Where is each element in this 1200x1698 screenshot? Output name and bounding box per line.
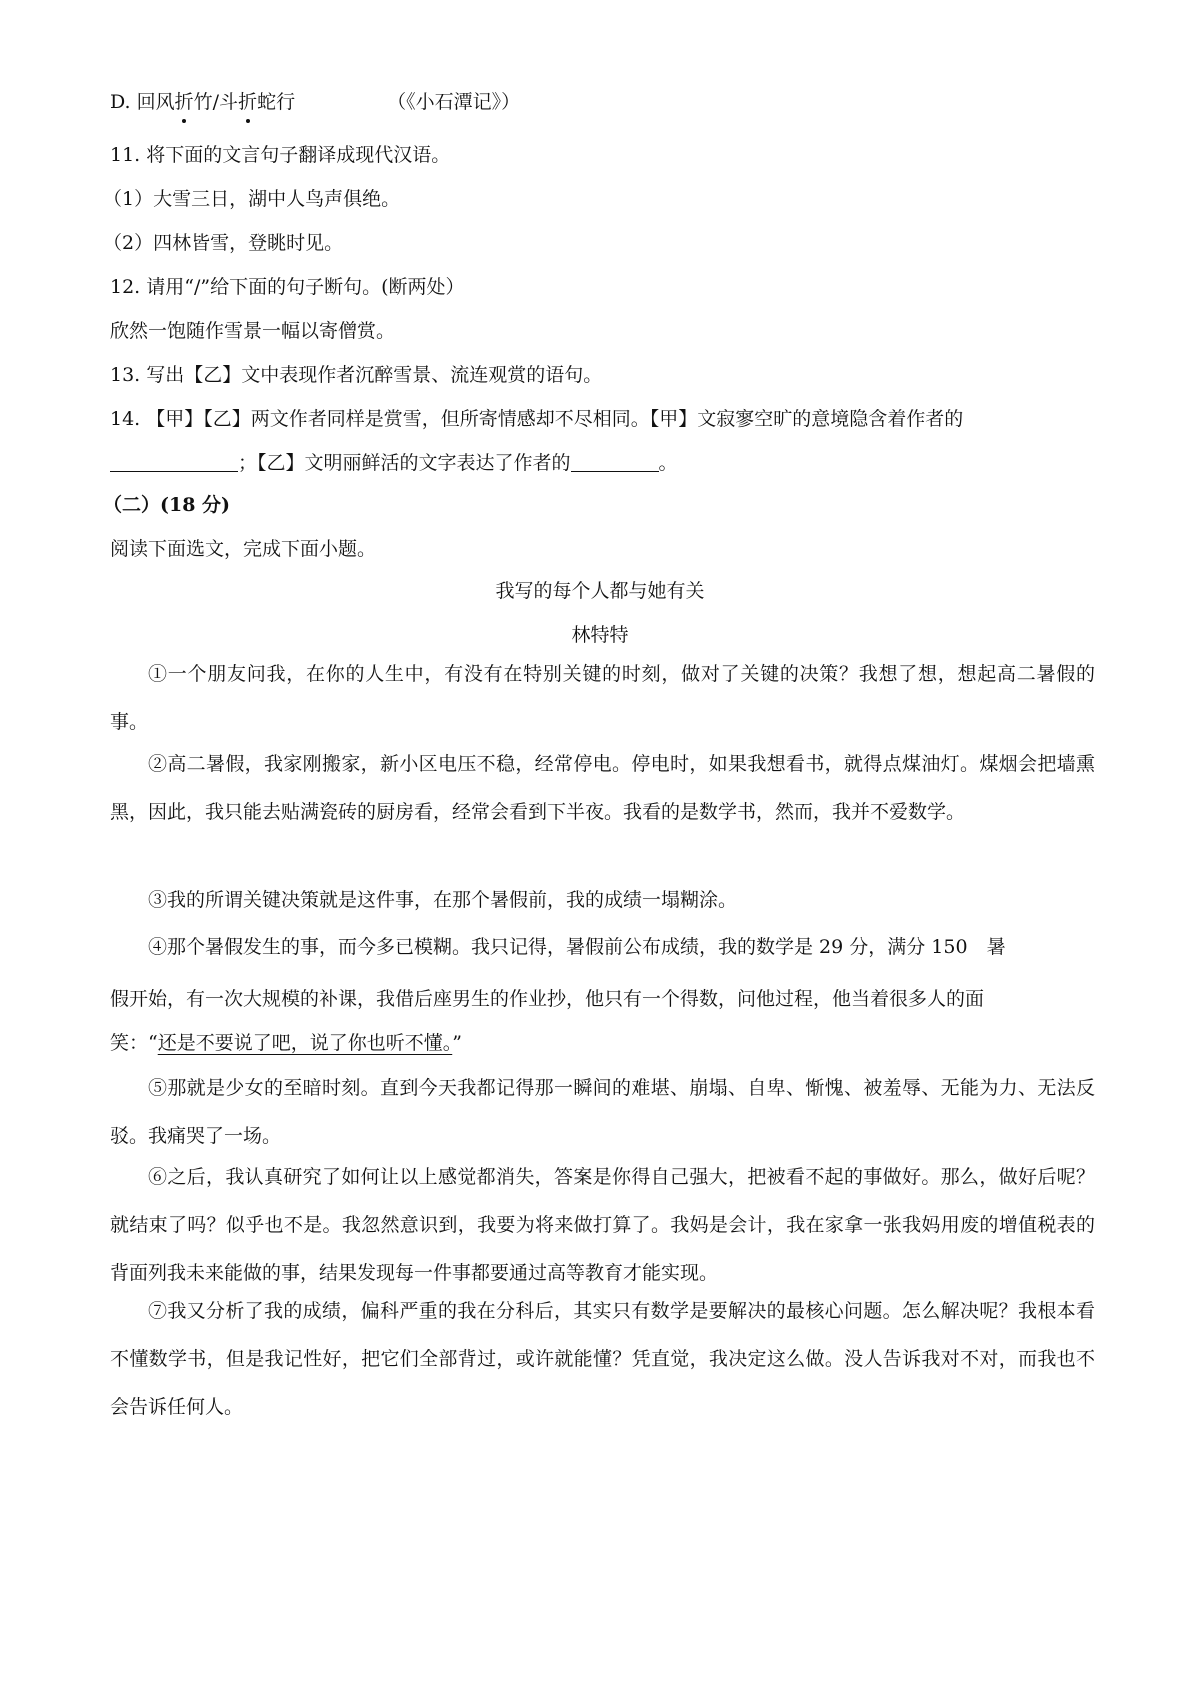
paragraph-3: ③我的所谓关键决策就是这件事，在那个暑假前，我的成绩一塌糊涂。 [148, 889, 738, 911]
answer-blank-1[interactable] [110, 451, 238, 472]
option-d-middle: 竹/斗 [193, 91, 239, 113]
paragraph-4-line-2: 假开始，有一次大规模的补课，我借后座男生的作业抄，他只有一个得数，问他过程，他当着很多人的面 [110, 988, 985, 1010]
underlined-quote: 还是不要说了吧，说了你也听不懂。 [157, 1032, 453, 1054]
q11-item-1: （1）大雪三日，湖中人鸟声俱绝。 [103, 188, 401, 210]
q12-sentence: 欣然一饱随作雪景一幅以寄僧赏。 [110, 320, 396, 342]
reading-instruction: 阅读下面选文，完成下面小题。 [110, 538, 377, 560]
q12-prompt: 12. 请用“/”给下面的句子断句。(断两处） [110, 276, 465, 298]
article-title: 我写的每个人都与她有关 [495, 580, 705, 602]
paragraph-4-line-1 [110, 933, 1006, 961]
q14-line-2 [110, 449, 678, 477]
paragraph-6: ⑥之后，我认真研究了如何让以上感觉都消失，答案是你得自己强大，把被看不起的事做好。那么，做好后呢？就结束了吗？似乎也不是。我忽然意识到，我要为将来做打算了。我妈是会计，我在家拿一张我妈用废的增值税表的背面列我未来能做的事，结果发现每一件事都要通过高等教育才能实现。 [110, 1166, 1095, 1284]
q10-option-d [110, 88, 520, 116]
q14-line-2-middle: ；【乙】文明丽鲜活的文字表达了作者的 [238, 452, 571, 474]
paragraph-5: ⑤那就是少女的至暗时刻。直到今天我都记得那一瞬间的难堪、崩塌、自卑、惭愧、被羞辱、无能为力、无法反驳。我痛哭了一场。 [110, 1077, 1095, 1147]
q11-prompt: 11. 将下面的文言句子翻译成现代汉语。 [110, 144, 451, 166]
paragraph-1: ①一个朋友问我，在你的人生中，有没有在特别关键的时刻，做对了关键的决策？我想了想，想起高二暑假的事。 [110, 663, 1095, 733]
article-author: 林特特 [571, 624, 629, 646]
paragraph-2: ②高二暑假，我家刚搬家，新小区电压不稳，经常停电。停电时，如果我想看书，就得点煤油灯。煤烟会把墙熏黑，因此，我只能去贴满瓷砖的厨房看，经常会看到下半夜。我看的是数学书，然而，我并不爱数学。 [110, 753, 1095, 823]
paragraph-4-line-3 [110, 1029, 462, 1057]
q14-line-2-end: 。 [658, 452, 678, 474]
section-2-heading: （二）(18 分) [103, 494, 231, 516]
option-d-source: （《小石潭记》） [387, 91, 521, 113]
option-d-suffix: 蛇行 [257, 91, 296, 113]
quote-prefix: 笑：“ [110, 1032, 158, 1054]
option-d-dotted-char-2: 折 [238, 88, 257, 116]
paragraph-4-line-1-text: ④那个暑假发生的事，而今多已模糊。我只记得，暑假前公布成绩，我的数学是 29 分，满分 150 暑 [148, 936, 1006, 958]
paragraph-7: ⑦我又分析了我的成绩，偏科严重的我在分科后，其实只有数学是要解决的最核心问题。怎么解决呢？我根本看不懂数学书，但是我记性好，把它们全部背过，或许就能懂？凭直觉，我决定这么做。没人告诉我对不对，而我也不会告诉任何人。 [110, 1300, 1095, 1418]
option-d-dotted-char-1: 折 [175, 88, 194, 116]
q11-item-2: （2）四林皆雪，登眺时见。 [103, 232, 344, 254]
q13-prompt: 13. 写出【乙】文中表现作者沉醉雪景、流连观赏的语句。 [110, 364, 603, 386]
answer-blank-2[interactable] [571, 451, 659, 472]
option-d-prefix: D. 回风 [110, 91, 175, 113]
q14-line-1: 14. 【甲】【乙】两文作者同样是赏雪，但所寄情感却不尽相同。【甲】文寂寥空旷的意境隐含着作者的 [110, 408, 964, 430]
quote-suffix: ” [452, 1032, 462, 1054]
